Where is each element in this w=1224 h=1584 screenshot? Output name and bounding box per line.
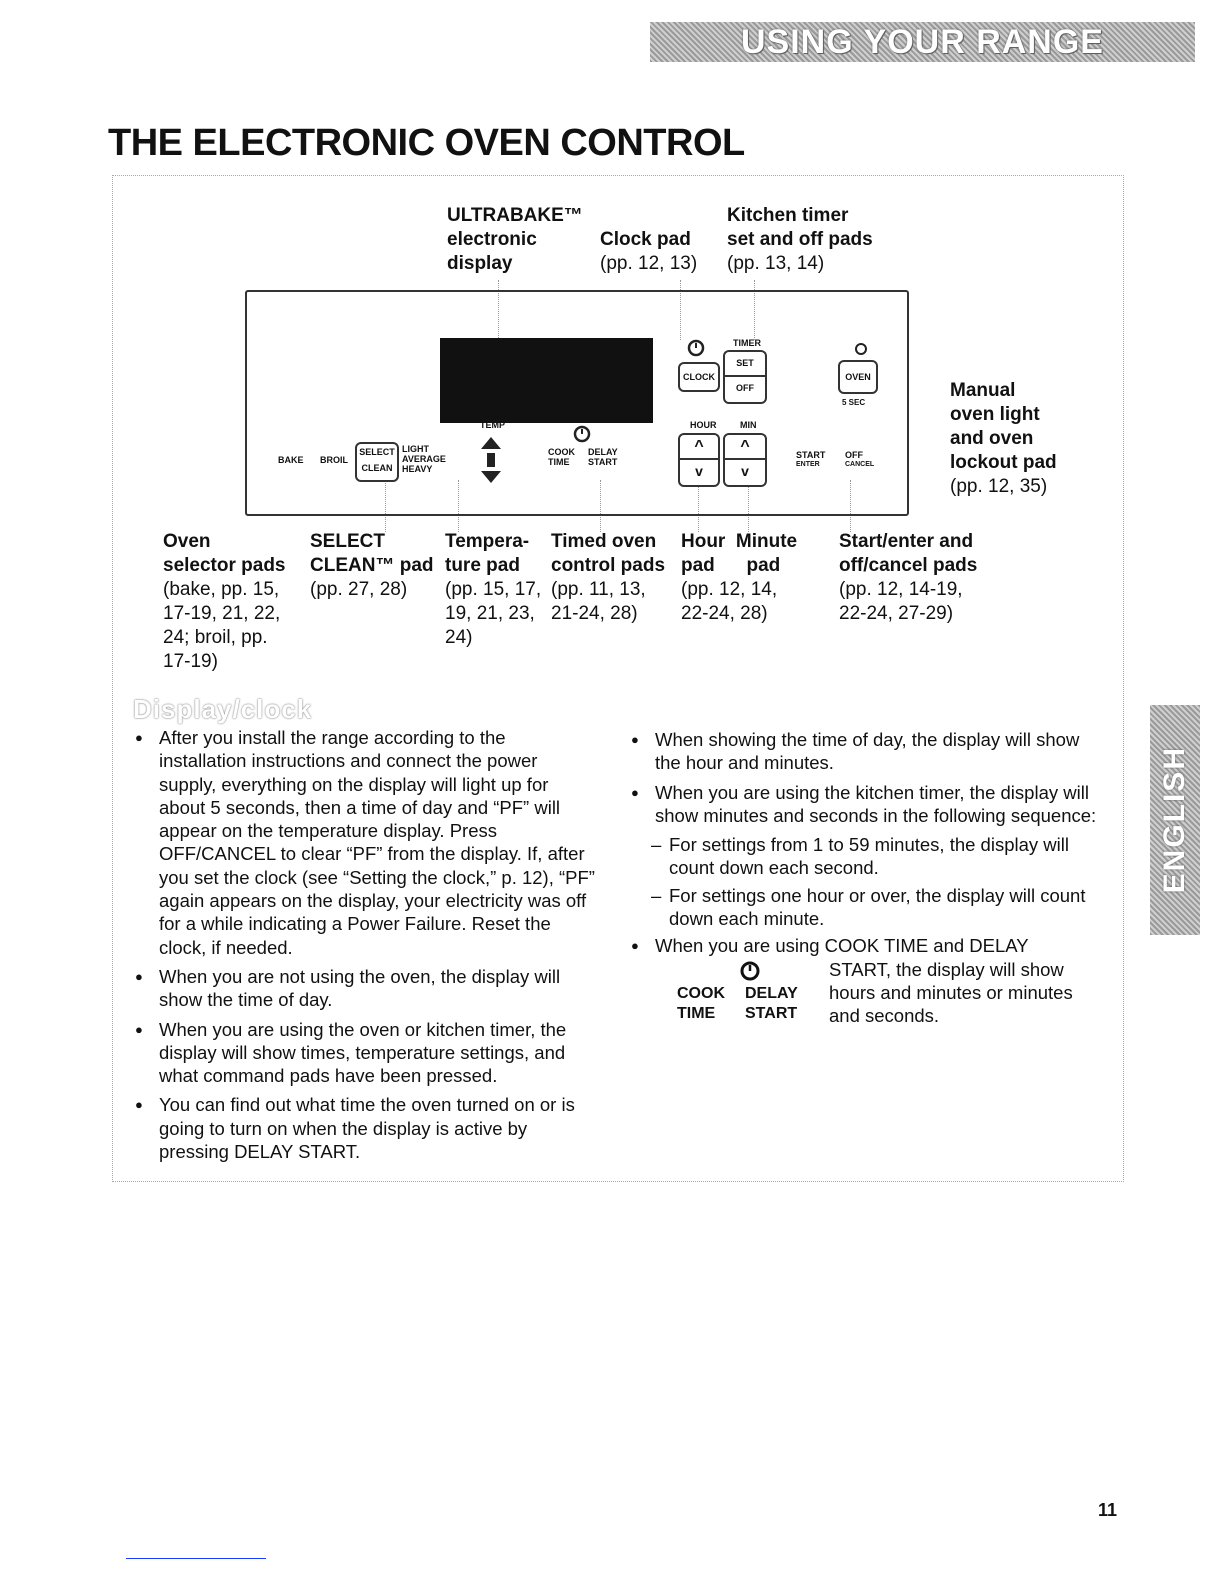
callout-oven-selector: Oven selector pads (bake, pp. 15, 17-19, 21, 22, 24; broil, pp. 17-19) xyxy=(163,531,286,672)
cook-time-pad-label: COOK TIME xyxy=(548,447,575,467)
timer-label: TIMER xyxy=(733,338,761,348)
callout-kitchen-timer: Kitchen timer set and off pads (pp. 13, 14) xyxy=(727,205,873,274)
callout-oven-light-lockout: Manual oven light and oven lockout pad (pp. 12, 35) xyxy=(950,380,1057,497)
callout-hour-minute: Hour Minute pad pad (pp. 12, 14, 22-24, 28) xyxy=(681,531,798,624)
callout-display: ULTRABAKE™ electronic display xyxy=(447,205,583,274)
light-bulb-icon xyxy=(850,340,872,358)
list-item: ● When you are not using the oven, the display will show the time of day. xyxy=(135,965,595,1012)
temperature-arrows-icon xyxy=(478,435,504,485)
hour-pad: ^ v xyxy=(678,433,720,487)
clock-icon xyxy=(739,960,761,982)
select-clean-pad: SELECT CLEAN xyxy=(355,442,399,482)
callout-clock: Clock pad (pp. 12, 13) xyxy=(600,229,698,274)
list-subitem: – For settings one hour or over, the display will count down each minute. xyxy=(631,884,1106,931)
section-header-text: USING YOUR RANGE xyxy=(741,22,1104,61)
cook-time-icon-label: COOK TIME xyxy=(677,984,725,1022)
list-item: ● After you install the range according to the installation instructions and connect the power supply, everything on the display will light up for about 5 seconds, then a time of day and “PF” will appear on the temperature display. Press OFF/CANCEL to clear “PF” from the display. If, after you set the clock (see “Setting the clock,” p. 12), “PF” again appears on the display, your electricity was off for a while indicating a Power Failure. Reset the clock, if needed. xyxy=(135,726,595,959)
oven-light-pad: OVEN xyxy=(838,360,878,394)
clock-icon xyxy=(572,424,592,444)
right-column xyxy=(631,728,1106,1036)
delay-start-pad-label: DELAY START xyxy=(588,447,618,467)
list-item: ● When you are using COOK TIME and DELAY COOK TIME DELAY START START, the display will show hours and minutes or minutes and seconds. xyxy=(631,934,1106,1029)
soil-levels-label: LIGHT AVERAGE HEAVY xyxy=(402,444,446,474)
off-cancel-pad-label: OFF CANCEL xyxy=(845,450,875,468)
bake-pad-label: BAKE xyxy=(278,455,304,465)
list-item: ● You can find out what time the oven turned on or is going to turn on when the display is active by pressing DELAY START. xyxy=(135,1093,595,1163)
hour-label: HOUR xyxy=(690,420,717,430)
clock-icon xyxy=(686,338,706,358)
page-number: 11 xyxy=(1098,1500,1118,1520)
clock-pad: CLOCK xyxy=(678,362,720,392)
callout-temperature: Tempera- ture pad (pp. 15, 17, 19, 21, 23, 24) xyxy=(445,531,542,648)
list-item: ● When showing the time of day, the display will show the hour and minutes. xyxy=(631,728,1106,775)
section-header-band xyxy=(650,22,1195,62)
electronic-display xyxy=(440,338,653,423)
list-item: ● When you are using the oven or kitchen timer, the display will show times, temperature settings, and what command pads have been pressed. xyxy=(135,1018,595,1088)
delay-start-icon-label: DELAY START xyxy=(745,984,798,1022)
lock-hint-label: 5 SEC xyxy=(842,398,866,407)
minute-pad: ^ v xyxy=(723,433,767,487)
section-heading: Display/clock xyxy=(133,694,313,724)
callout-start-cancel: Start/enter and off/cancel pads (pp. 12, 14-19, 22-24, 27-29) xyxy=(839,531,978,624)
left-column xyxy=(135,726,595,1169)
footer-rule xyxy=(126,1558,266,1559)
language-side-tab: ENGLISH xyxy=(1150,705,1200,935)
temp-label: TEMP xyxy=(480,420,506,430)
start-enter-pad-label: START ENTER xyxy=(796,450,826,468)
page-title: THE ELECTRONIC OVEN CONTROL xyxy=(108,122,745,164)
broil-pad-label: BROIL xyxy=(320,455,348,465)
list-subitem: – For settings from 1 to 59 minutes, the display will count down each second. xyxy=(631,833,1106,880)
timer-set-off-pad: SET OFF xyxy=(723,350,767,404)
cook-time-description: START, the display will show hours and minutes or minutes and seconds. xyxy=(829,958,1073,1027)
callout-select-clean: SELECT CLEAN™ pad (pp. 27, 28) xyxy=(310,531,434,600)
min-label: MIN xyxy=(740,420,757,430)
list-item: ● When you are using the kitchen timer, the display will show minutes and seconds in the following sequence: xyxy=(631,781,1106,828)
callout-timed-oven: Timed oven control pads (pp. 11, 13, 21-24, 28) xyxy=(551,531,666,624)
